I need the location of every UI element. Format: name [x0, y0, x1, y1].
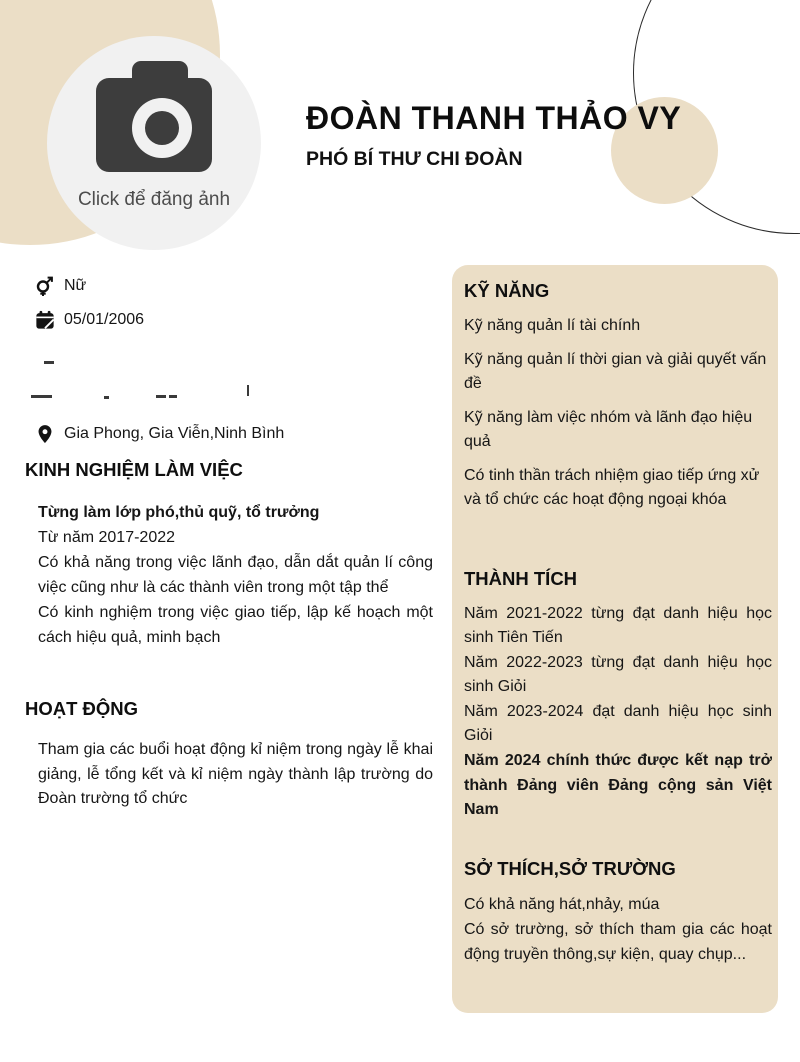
redacted-mark [247, 385, 249, 396]
gender-row [35, 274, 427, 298]
candidate-name: ĐOÀN THANH THẢO VY [306, 100, 682, 136]
skill-item: Kỹ năng quản lí thời gian và giải quyết vấn đề [464, 350, 767, 392]
header-block [306, 100, 681, 171]
calendar-icon [35, 309, 55, 331]
personal-info-list [35, 274, 427, 456]
redacted-mark [156, 395, 166, 398]
achievement-item: Năm 2023-2024 đạt danh hiệu học sinh Giỏi [464, 702, 772, 745]
activities-description: Tham gia các buổi hoạt động kỉ niệm trong ngày lễ khai giảng, lễ tổng kết và kỉ niệm ngày thành lập trường do Đoàn trường tổ chức [38, 741, 433, 807]
photo-upload-label: Click để đăng ảnh [77, 189, 231, 210]
experience-heading: KINH NGHIỆM LÀM VIỆC [25, 459, 243, 480]
achievement-item: Năm 2021-2022 từng đạt danh hiệu học sinh Tiên Tiến [464, 604, 772, 647]
redacted-mark [169, 395, 177, 398]
hobby-item: Có khả năng hát,nhảy, múa [464, 895, 660, 913]
experience-description: Có khả năng trong việc lãnh đạo, dẫn dắt quản lí công việc cũng như là các thành viên trong một tập thể [38, 554, 433, 596]
photo-upload-placeholder[interactable] [47, 36, 261, 250]
camera-icon [96, 61, 212, 178]
achievements-heading: THÀNH TÍCH [464, 567, 578, 589]
experience-body [25, 500, 433, 650]
address-row [35, 422, 427, 446]
activities-heading: HOẠT ĐỘNG [25, 698, 139, 719]
hobby-item: Có sở trường, sở thích tham gia các hoạt động truyền thông,sự kiện, quay chụp... [464, 920, 772, 963]
experience-period: Từ năm 2017-2022 [38, 529, 176, 546]
skills-heading: KỸ NĂNG [464, 280, 550, 301]
gender-value: Nữ [64, 277, 87, 294]
location-pin-icon [35, 423, 55, 445]
redacted-mark [104, 396, 109, 399]
gender-icon [35, 275, 55, 297]
right-panel [452, 265, 778, 1013]
hobbies-heading: SỞ THÍCH,SỞ TRƯỜNG [464, 857, 676, 879]
experience-section [25, 458, 433, 650]
redacted-mark [44, 361, 54, 364]
skill-item: Có tinh thần trách nhiệm giao tiếp ứng xử và tổ chức các hoạt động ngoại khóa [464, 466, 760, 508]
candidate-title: PHÓ BÍ THƯ CHI ĐOÀN [306, 148, 523, 170]
achievement-highlight: Năm 2024 chính thức được kết nạp trở thành Đảng viên Đảng cộng sản Việt Nam [464, 752, 772, 819]
experience-role: Từng làm lớp phó,thủ quỹ, tổ trưởng [38, 504, 320, 521]
redacted-mark [31, 395, 52, 398]
skill-item: Kỹ năng quản lí tài chính [464, 317, 641, 334]
redacted-contact-rows [35, 342, 427, 412]
experience-description: Có kinh nghiệm trong việc giao tiếp, lập kế hoạch một cách hiệu quả, minh bạch [38, 604, 433, 646]
activities-section [25, 697, 433, 812]
skill-item: Kỹ năng làm việc nhóm và lãnh đạo hiệu quả [464, 408, 753, 450]
address-value: Gia Phong, Gia Viễn,Ninh Bình [64, 425, 285, 442]
birthday-value: 05/01/2006 [64, 311, 145, 328]
achievement-item: Năm 2022-2023 từng đạt danh hiệu học sinh Giỏi [464, 653, 772, 696]
birthday-row [35, 308, 427, 332]
